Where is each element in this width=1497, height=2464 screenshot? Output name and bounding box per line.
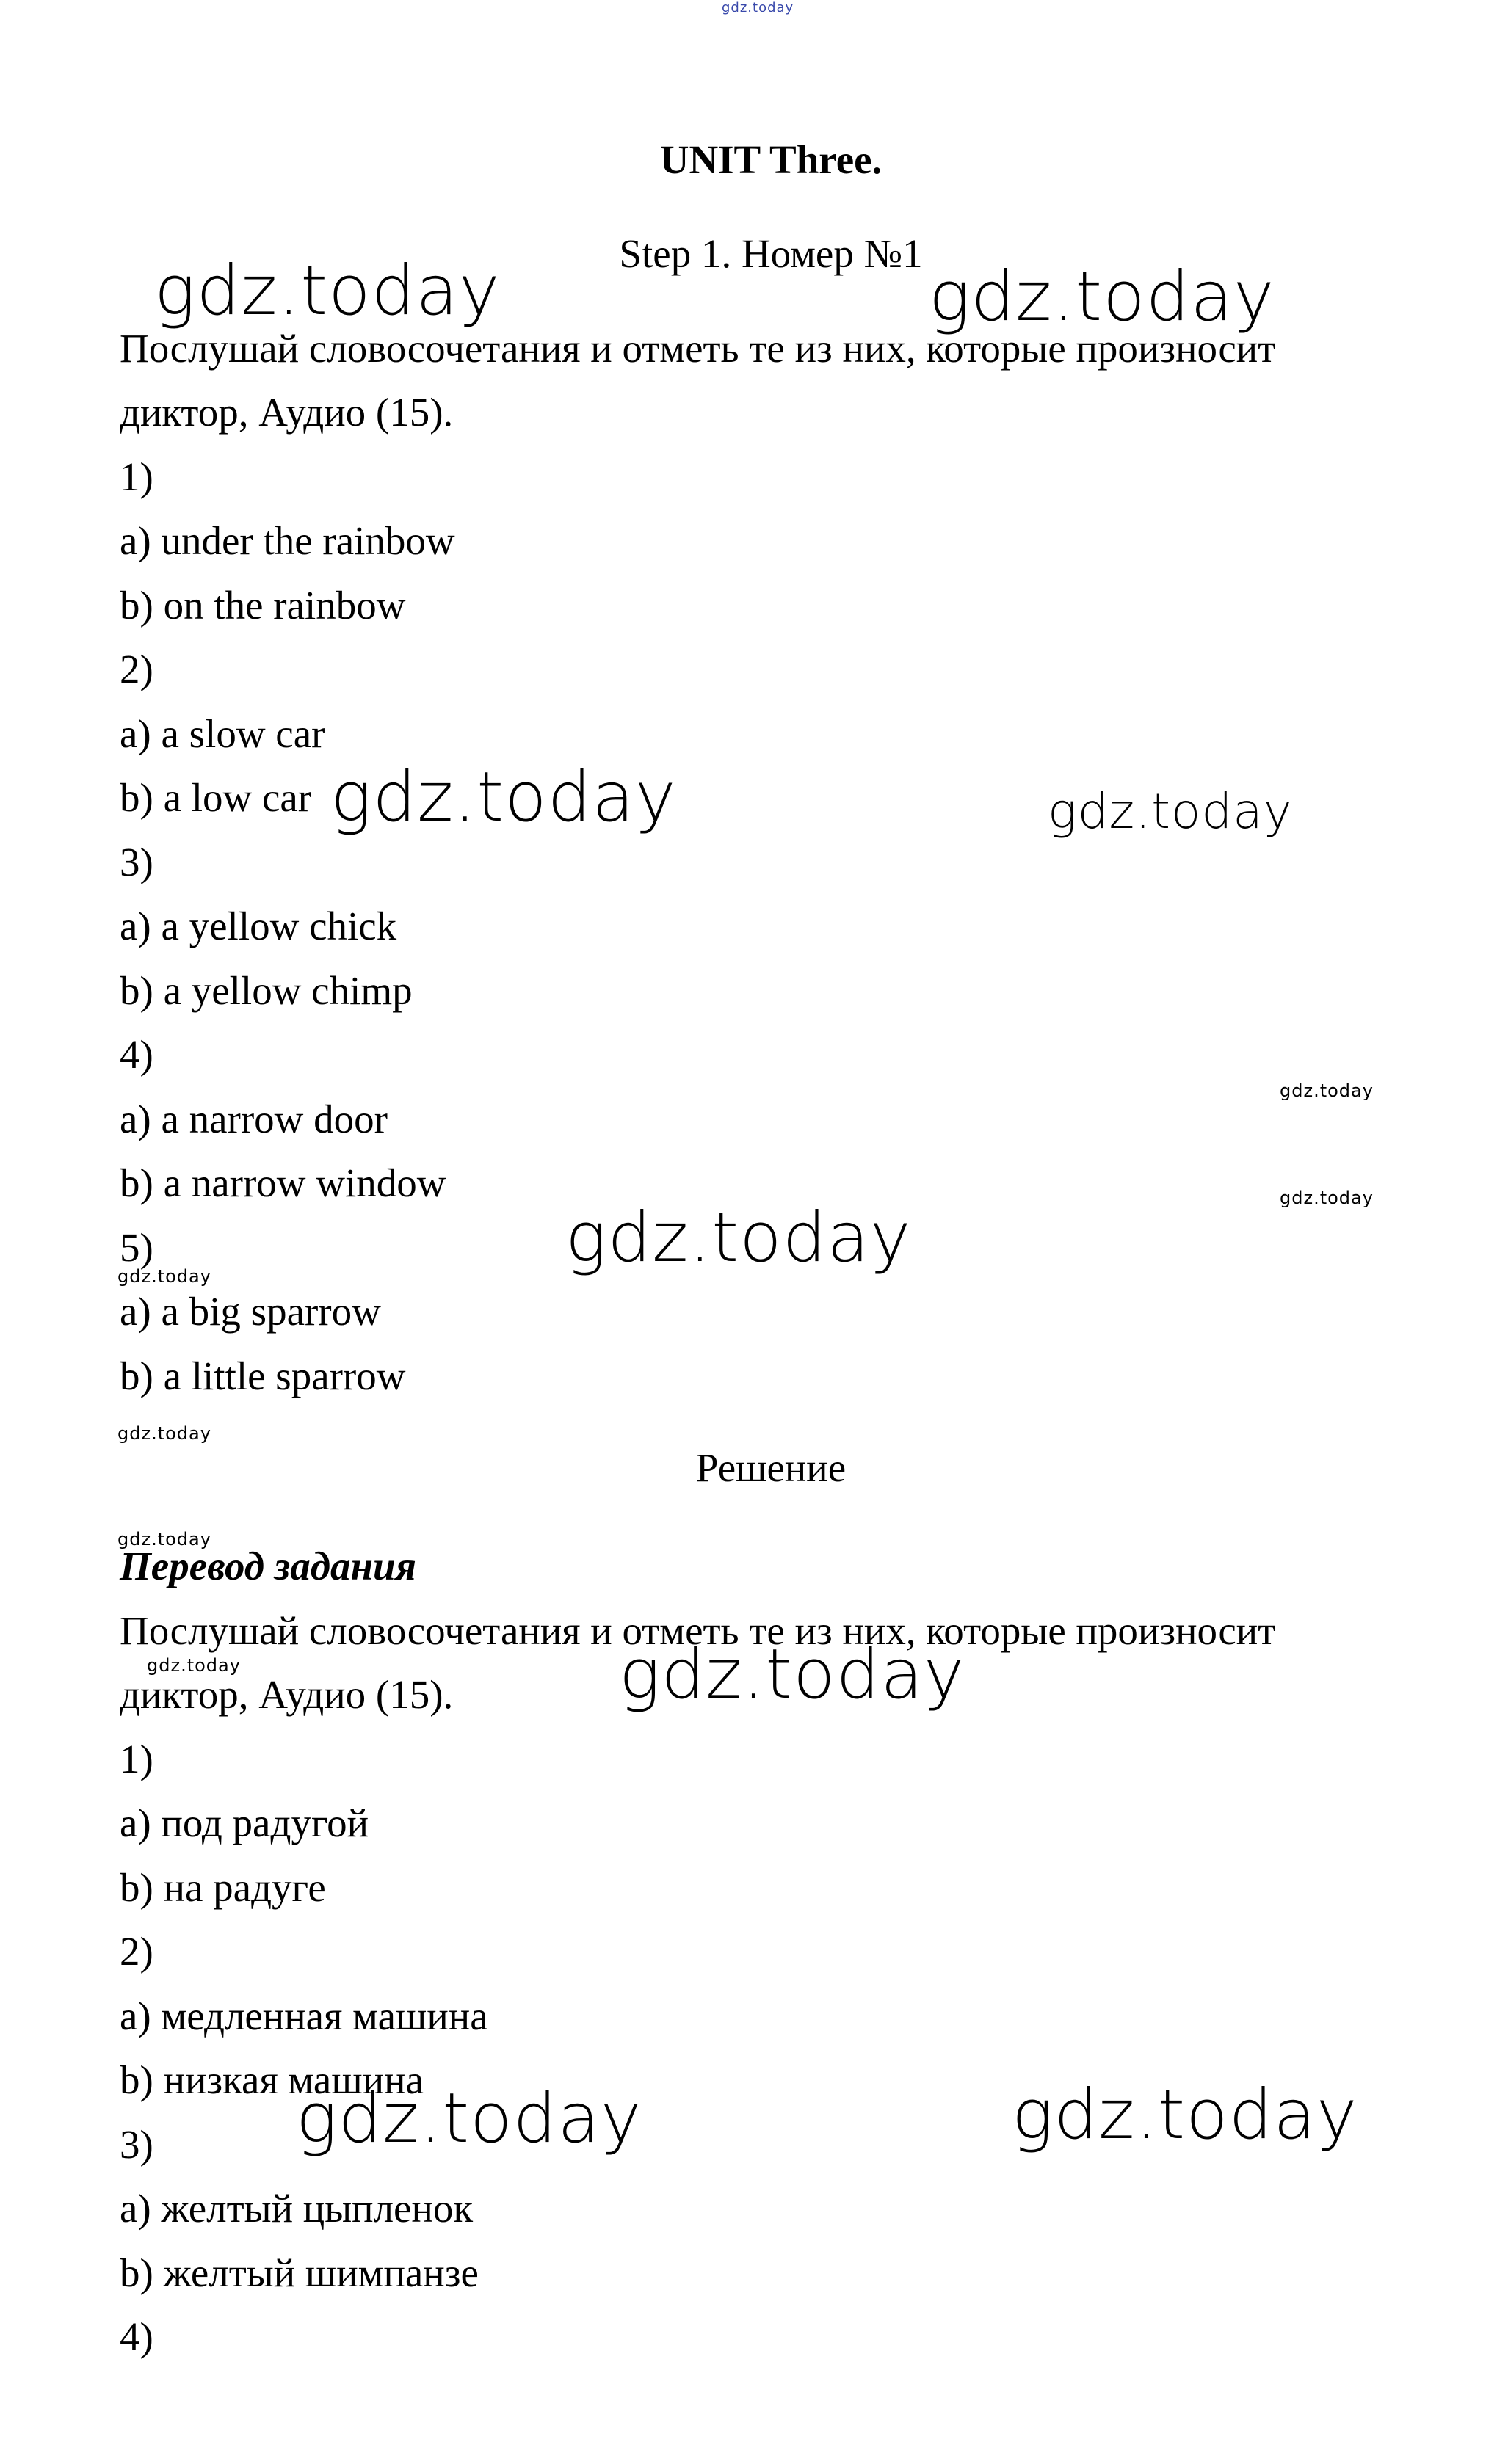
translation-heading: Перевод задания <box>120 1544 416 1588</box>
watermark: gdz.today <box>117 1423 211 1444</box>
watermark: gdz.today <box>1048 783 1293 840</box>
list-item: 5) <box>120 1225 153 1270</box>
list-item: a) a yellow chick <box>120 904 397 948</box>
list-item: 4) <box>120 2314 153 2359</box>
task-instruction-line-1: Послушай словосочетания и отметь те из них, которые произносит <box>120 326 1276 371</box>
list-item: b) на радуге <box>120 1865 326 1910</box>
list-item: a) медленная машина <box>120 1994 488 2038</box>
solution-heading: Решение <box>695 1445 847 1490</box>
translation-instruction-line-2: диктор, Аудио (15). <box>120 1672 454 1717</box>
list-item: 4) <box>120 1032 153 1077</box>
list-item: 1) <box>120 454 153 499</box>
list-item: 1) <box>120 1737 153 1781</box>
list-item: b) a low car <box>120 775 312 820</box>
list-item: b) желтый шимпанзе <box>120 2250 479 2295</box>
unit-title: UNIT Three. <box>659 137 882 182</box>
watermark: gdz.today <box>565 1198 912 1278</box>
list-item: a) a big sparrow <box>120 1289 381 1334</box>
list-item: 3) <box>120 840 153 884</box>
task-instruction-line-2: диктор, Аудио (15). <box>120 390 454 435</box>
header-watermark: gdz.today <box>722 0 794 15</box>
watermark: gdz.today <box>929 257 1275 337</box>
list-item: a) a slow car <box>120 711 325 756</box>
list-item: 2) <box>120 647 153 691</box>
list-item: b) on the rainbow <box>120 583 406 628</box>
list-item: b) a yellow chimp <box>120 968 413 1013</box>
watermark: gdz.today <box>330 757 677 837</box>
list-item: b) a little sparrow <box>120 1353 406 1398</box>
watermark: gdz.today <box>154 251 501 331</box>
watermark: gdz.today <box>117 1529 211 1549</box>
list-item: a) под радугой <box>120 1800 369 1845</box>
list-item: 3) <box>120 2122 153 2167</box>
list-item: b) a narrow window <box>120 1160 446 1205</box>
list-item: b) низкая машина <box>120 2057 424 2102</box>
list-item: a) under the rainbow <box>120 518 455 563</box>
step-title: Step 1. Номер №1 <box>619 231 923 276</box>
translation-instruction-line-1: Послушай словосочетания и отметь те из них, которые произносит <box>120 1608 1276 1653</box>
watermark: gdz.today <box>147 1655 241 1676</box>
watermark: gdz.today <box>619 1635 965 1715</box>
watermark: gdz.today <box>296 2079 642 2159</box>
list-item: 2) <box>120 1929 153 1974</box>
watermark: gdz.today <box>1012 2075 1358 2155</box>
watermark: gdz.today <box>1280 1188 1374 1208</box>
watermark: gdz.today <box>117 1266 211 1287</box>
watermark: gdz.today <box>1280 1080 1374 1101</box>
list-item: a) желтый цыпленок <box>120 2186 474 2231</box>
list-item: a) a narrow door <box>120 1097 388 1141</box>
